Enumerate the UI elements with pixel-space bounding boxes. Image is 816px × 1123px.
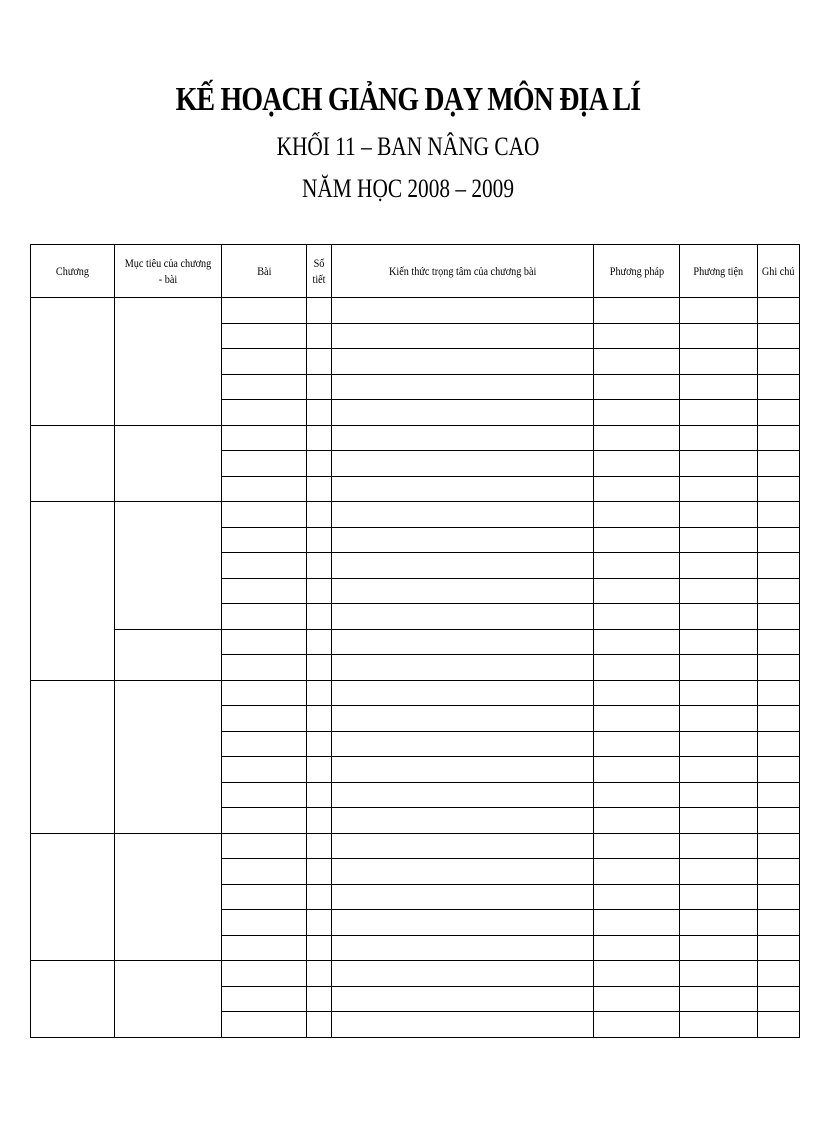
cell-kien-thuc[interactable] [332,935,594,961]
cell-phuong-tien[interactable] [680,349,758,375]
cell-bai[interactable] [222,349,307,375]
cell-so-tiet[interactable] [307,910,332,936]
header-so-tiet: Số tiết [307,245,332,298]
cell-muc-tieu[interactable] [115,961,222,1038]
cell-phuong-tien[interactable] [680,629,758,655]
cell-bai[interactable] [222,476,307,502]
cell-phuong-tien[interactable] [680,553,758,579]
cell-bai[interactable] [222,910,307,936]
cell-kien-thuc[interactable] [332,1012,594,1038]
cell-kien-thuc[interactable] [332,680,594,706]
cell-so-tiet[interactable] [307,476,332,502]
cell-phuong-phap[interactable] [594,986,680,1012]
cell-phuong-phap[interactable] [594,298,680,324]
cell-phuong-phap[interactable] [594,374,680,400]
cell-ghi-chu[interactable] [758,604,800,630]
cell-phuong-phap[interactable] [594,323,680,349]
cell-phuong-phap[interactable] [594,553,680,579]
cell-phuong-phap[interactable] [594,502,680,528]
cell-phuong-tien[interactable] [680,323,758,349]
cell-phuong-tien[interactable] [680,986,758,1012]
cell-kien-thuc[interactable] [332,884,594,910]
cell-ghi-chu[interactable] [758,757,800,783]
cell-kien-thuc[interactable] [332,425,594,451]
cell-so-tiet[interactable] [307,578,332,604]
cell-phuong-phap[interactable] [594,680,680,706]
cell-ghi-chu[interactable] [758,323,800,349]
cell-bai[interactable] [222,451,307,477]
cell-phuong-phap[interactable] [594,349,680,375]
cell-chuong[interactable] [31,680,115,833]
cell-phuong-tien[interactable] [680,655,758,681]
cell-kien-thuc[interactable] [332,578,594,604]
cell-phuong-tien[interactable] [680,502,758,528]
cell-so-tiet[interactable] [307,629,332,655]
cell-ghi-chu[interactable] [758,910,800,936]
cell-so-tiet[interactable] [307,961,332,987]
header-phuong-tien: Phương tiện [680,245,758,298]
document-title-block [0,78,816,210]
cell-bai[interactable] [222,298,307,324]
cell-phuong-tien[interactable] [680,425,758,451]
cell-bai[interactable] [222,986,307,1012]
cell-bai[interactable] [222,731,307,757]
cell-phuong-tien[interactable] [680,706,758,732]
cell-bai[interactable] [222,502,307,528]
cell-ghi-chu[interactable] [758,425,800,451]
cell-bai[interactable] [222,680,307,706]
cell-ghi-chu[interactable] [758,680,800,706]
header-phuong-phap: Phương pháp [594,245,680,298]
main-title: KẾ HOẠCH GIẢNG DẠY MÔN ĐỊA LÍ [175,81,641,118]
cell-ghi-chu[interactable] [758,527,800,553]
cell-phuong-phap[interactable] [594,833,680,859]
cell-kien-thuc[interactable] [332,323,594,349]
table-row [31,502,800,528]
cell-so-tiet[interactable] [307,808,332,834]
cell-ghi-chu[interactable] [758,476,800,502]
cell-phuong-tien[interactable] [680,298,758,324]
cell-bai[interactable] [222,935,307,961]
cell-phuong-tien[interactable] [680,935,758,961]
table-row [31,298,800,324]
cell-phuong-tien[interactable] [680,527,758,553]
cell-ghi-chu[interactable] [758,808,800,834]
cell-kien-thuc[interactable] [332,502,594,528]
cell-ghi-chu[interactable] [758,961,800,987]
cell-ghi-chu[interactable] [758,629,800,655]
cell-bai[interactable] [222,578,307,604]
cell-kien-thuc[interactable] [332,476,594,502]
table-row [31,680,800,706]
cell-phuong-phap[interactable] [594,859,680,885]
cell-bai[interactable] [222,400,307,426]
cell-kien-thuc[interactable] [332,298,594,324]
cell-phuong-tien[interactable] [680,808,758,834]
cell-so-tiet[interactable] [307,323,332,349]
cell-kien-thuc[interactable] [332,400,594,426]
cell-ghi-chu[interactable] [758,782,800,808]
cell-phuong-tien[interactable] [680,578,758,604]
cell-muc-tieu[interactable] [115,425,222,502]
cell-bai[interactable] [222,1012,307,1038]
cell-phuong-phap[interactable] [594,1012,680,1038]
cell-phuong-phap[interactable] [594,578,680,604]
cell-phuong-phap[interactable] [594,604,680,630]
cell-ghi-chu[interactable] [758,986,800,1012]
cell-chuong[interactable] [31,425,115,502]
cell-ghi-chu[interactable] [758,884,800,910]
cell-phuong-phap[interactable] [594,731,680,757]
cell-kien-thuc[interactable] [332,782,594,808]
cell-bai[interactable] [222,604,307,630]
subtitle-grade: KHỐI 11 – BAN NÂNG CAO [276,132,540,161]
cell-phuong-tien[interactable] [680,833,758,859]
cell-bai[interactable] [222,961,307,987]
cell-phuong-tien[interactable] [680,859,758,885]
cell-so-tiet[interactable] [307,833,332,859]
header-bai: Bài [222,245,307,298]
cell-phuong-phap[interactable] [594,757,680,783]
cell-phuong-tien[interactable] [680,910,758,936]
cell-phuong-tien[interactable] [680,604,758,630]
cell-phuong-tien[interactable] [680,884,758,910]
cell-so-tiet[interactable] [307,451,332,477]
cell-bai[interactable] [222,706,307,732]
cell-ghi-chu[interactable] [758,400,800,426]
cell-ghi-chu[interactable] [758,859,800,885]
cell-phuong-phap[interactable] [594,884,680,910]
cell-chuong[interactable] [31,961,115,1038]
cell-phuong-tien[interactable] [680,961,758,987]
cell-phuong-phap[interactable] [594,706,680,732]
cell-kien-thuc[interactable] [332,553,594,579]
cell-so-tiet[interactable] [307,706,332,732]
cell-bai[interactable] [222,323,307,349]
cell-ghi-chu[interactable] [758,731,800,757]
cell-bai[interactable] [222,757,307,783]
cell-so-tiet[interactable] [307,425,332,451]
cell-phuong-phap[interactable] [594,451,680,477]
cell-kien-thuc[interactable] [332,731,594,757]
cell-ghi-chu[interactable] [758,706,800,732]
cell-kien-thuc[interactable] [332,604,594,630]
cell-chuong[interactable] [31,298,115,426]
cell-kien-thuc[interactable] [332,808,594,834]
cell-kien-thuc[interactable] [332,629,594,655]
cell-so-tiet[interactable] [307,884,332,910]
cell-phuong-tien[interactable] [680,757,758,783]
table-row [31,425,800,451]
cell-kien-thuc[interactable] [332,859,594,885]
cell-phuong-tien[interactable] [680,680,758,706]
cell-ghi-chu[interactable] [758,451,800,477]
cell-ghi-chu[interactable] [758,349,800,375]
cell-ghi-chu[interactable] [758,655,800,681]
subtitle-school-year: NĂM HỌC 2008 – 2009 [301,174,515,203]
cell-bai[interactable] [222,527,307,553]
cell-so-tiet[interactable] [307,400,332,426]
cell-muc-tieu[interactable] [115,680,222,833]
header-ghi-chu: Ghi chú [758,245,800,298]
cell-so-tiet[interactable] [307,553,332,579]
cell-ghi-chu[interactable] [758,935,800,961]
header-chuong: Chương [31,245,115,298]
cell-so-tiet[interactable] [307,731,332,757]
cell-bai[interactable] [222,833,307,859]
cell-bai[interactable] [222,374,307,400]
cell-kien-thuc[interactable] [332,349,594,375]
cell-kien-thuc[interactable] [332,833,594,859]
cell-so-tiet[interactable] [307,374,332,400]
cell-so-tiet[interactable] [307,298,332,324]
cell-kien-thuc[interactable] [332,655,594,681]
cell-phuong-tien[interactable] [680,451,758,477]
cell-kien-thuc[interactable] [332,757,594,783]
cell-so-tiet[interactable] [307,757,332,783]
cell-so-tiet[interactable] [307,349,332,375]
cell-kien-thuc[interactable] [332,910,594,936]
cell-phuong-phap[interactable] [594,808,680,834]
cell-phuong-phap[interactable] [594,476,680,502]
cell-phuong-phap[interactable] [594,782,680,808]
cell-phuong-phap[interactable] [594,425,680,451]
cell-so-tiet[interactable] [307,680,332,706]
cell-bai[interactable] [222,629,307,655]
cell-kien-thuc[interactable] [332,986,594,1012]
cell-phuong-tien[interactable] [680,1012,758,1038]
cell-phuong-phap[interactable] [594,910,680,936]
cell-bai[interactable] [222,655,307,681]
cell-ghi-chu[interactable] [758,298,800,324]
cell-phuong-phap[interactable] [594,961,680,987]
cell-kien-thuc[interactable] [332,961,594,987]
cell-bai[interactable] [222,782,307,808]
cell-phuong-tien[interactable] [680,476,758,502]
cell-so-tiet[interactable] [307,502,332,528]
cell-phuong-phap[interactable] [594,655,680,681]
header-kien-thuc: Kiến thức trọng tâm của chương bài [332,245,594,298]
cell-so-tiet[interactable] [307,935,332,961]
cell-bai[interactable] [222,553,307,579]
cell-so-tiet[interactable] [307,604,332,630]
teaching-plan-table [30,244,800,1038]
cell-ghi-chu[interactable] [758,374,800,400]
table-row [31,629,800,655]
cell-muc-tieu[interactable] [115,298,222,426]
cell-ghi-chu[interactable] [758,1012,800,1038]
cell-so-tiet[interactable] [307,986,332,1012]
cell-kien-thuc[interactable] [332,527,594,553]
header-muc-tieu: Mục tiêu của chương - bài [115,245,222,298]
cell-phuong-tien[interactable] [680,782,758,808]
cell-ghi-chu[interactable] [758,578,800,604]
cell-so-tiet[interactable] [307,859,332,885]
cell-bai[interactable] [222,808,307,834]
cell-kien-thuc[interactable] [332,451,594,477]
cell-so-tiet[interactable] [307,782,332,808]
cell-so-tiet[interactable] [307,655,332,681]
cell-chuong[interactable] [31,502,115,681]
cell-bai[interactable] [222,884,307,910]
cell-phuong-tien[interactable] [680,731,758,757]
cell-so-tiet[interactable] [307,527,332,553]
cell-bai[interactable] [222,425,307,451]
cell-phuong-phap[interactable] [594,629,680,655]
cell-phuong-phap[interactable] [594,935,680,961]
cell-muc-tieu[interactable] [115,629,222,680]
cell-muc-tieu[interactable] [115,833,222,961]
table-row [31,961,800,987]
cell-phuong-tien[interactable] [680,374,758,400]
cell-phuong-phap[interactable] [594,400,680,426]
cell-ghi-chu[interactable] [758,833,800,859]
cell-ghi-chu[interactable] [758,553,800,579]
cell-kien-thuc[interactable] [332,374,594,400]
cell-chuong[interactable] [31,833,115,961]
cell-muc-tieu[interactable] [115,502,222,630]
cell-bai[interactable] [222,859,307,885]
table-row [31,833,800,859]
cell-kien-thuc[interactable] [332,706,594,732]
table-header-row [31,245,800,298]
cell-phuong-phap[interactable] [594,527,680,553]
cell-ghi-chu[interactable] [758,502,800,528]
cell-so-tiet[interactable] [307,1012,332,1038]
cell-phuong-tien[interactable] [680,400,758,426]
